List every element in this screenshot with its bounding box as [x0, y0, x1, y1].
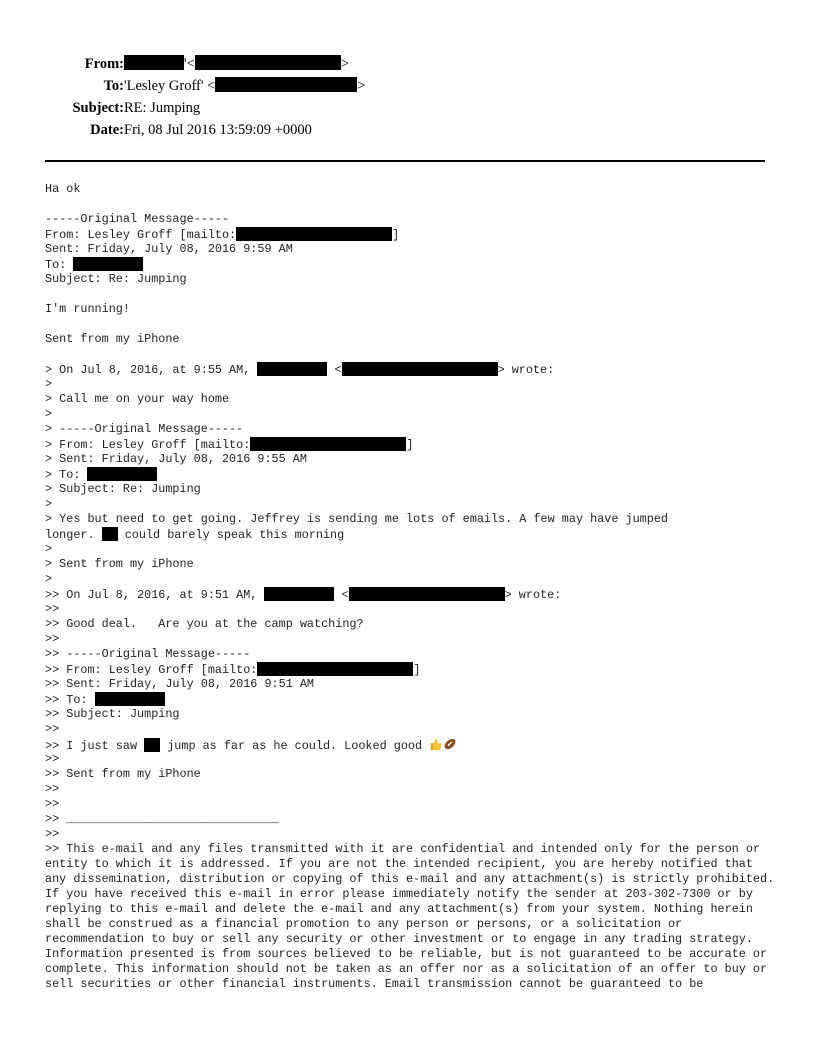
disclaimer-paragraph: >> This e-mail and any files transmitted with it are confidential and intended only for the person or entity to which it is addressed. If you are not the intended recipient, you are hereby notified that any dissemination, distribution or copying of this e-mail and any attachment(s) is strictly prohibited. If you have received this e-mail in error please immediately notify the sender at 203-302-7300 or by replying to this e-mail and delete the e-mail and any attachment(s) from your system. Nothing herein shall be construed as a financial promotion to any person or persons, or a solicitation or recommendation to buy or sell any security or other investment or to engage in any trading strategy. Information presented is from sources believed to be reliable, but is not guaranteed to be accurate or complete. This information should not be taken as an offer nor as a solicitation of an offer to buy or sell securities or other financial instruments. Email transmission cannot be guaranteed to be [45, 842, 775, 991]
body-line [45, 737, 775, 752]
body-line: >> Sent: Friday, July 08, 2016 9:51 AM [45, 677, 315, 691]
body-line [45, 437, 775, 452]
body-line [45, 527, 775, 542]
header-divider [45, 160, 765, 162]
body-line: -----Original Message----- [45, 212, 230, 226]
blank-line [45, 287, 775, 302]
body-line: >> ______________________________ [45, 812, 279, 826]
lt-mark: < [334, 588, 349, 602]
body-line [45, 227, 775, 242]
lt-mark: < [186, 56, 195, 72]
body-line [45, 587, 775, 602]
body-line: Sent from my iPhone [45, 332, 180, 346]
body-line: Subject: Re: Jumping [45, 272, 187, 286]
quote-mark: ' [184, 56, 187, 72]
body-line: > Yes but need to get going. Jeffrey is sending me lots of emails. A few may have jumped [45, 512, 668, 526]
body-line: Sent: Friday, July 08, 2016 9:59 AM [45, 242, 293, 256]
body-line: >> [45, 797, 60, 811]
body-line [45, 692, 775, 707]
from-text: > From: Lesley Groff [mailto: [45, 438, 251, 452]
from-text: From: Lesley Groff [mailto: [45, 228, 237, 242]
redaction-block [215, 77, 357, 92]
wrote-text: > wrote: [504, 588, 562, 602]
body-line: >> [45, 752, 60, 766]
blank-line [45, 347, 775, 362]
redaction-block [144, 738, 160, 752]
to-text: >> To: [45, 693, 95, 707]
gt-mark: > [357, 78, 366, 94]
header-to-row [0, 75, 366, 97]
body-line [45, 362, 775, 377]
header-date-row [0, 119, 312, 141]
to-name: 'Lesley Groff' < [124, 78, 216, 94]
date-label: Date: [90, 122, 124, 138]
body-line: >> [45, 827, 60, 841]
body-line: > [45, 497, 53, 511]
redaction-block [257, 362, 327, 376]
jump-text: jump as far as he could. Looked good [160, 739, 430, 753]
to-value [124, 75, 365, 97]
quote-intro: > On Jul 8, 2016, at 9:55 AM, [45, 363, 258, 377]
body-line: >> [45, 782, 60, 796]
bracket: ] [392, 228, 400, 242]
redaction-block [195, 55, 341, 70]
longer-text: longer. [45, 528, 102, 542]
from-label: From: [84, 56, 124, 72]
redaction-block [264, 587, 334, 601]
redaction-block [250, 437, 406, 451]
body-line: >> [45, 632, 60, 646]
quote-intro: >> On Jul 8, 2016, at 9:51 AM, [45, 588, 265, 602]
bracket: ] [406, 438, 414, 452]
body-line: >> Sent from my iPhone [45, 767, 201, 781]
to-text: To: [45, 258, 74, 272]
body-line: > [45, 572, 53, 586]
body-line: > Call me on your way home [45, 392, 230, 406]
body-line: >> Good deal. Are you at the camp watching? [45, 617, 364, 631]
redaction-block [236, 227, 392, 241]
body-line [45, 257, 775, 272]
body-line: > Sent from my iPhone [45, 557, 194, 571]
saw-text: >> I just saw [45, 739, 145, 753]
redaction-block [342, 362, 498, 376]
header-subject-row [0, 97, 201, 119]
body-line: > Sent: Friday, July 08, 2016 9:55 AM [45, 452, 307, 466]
date-value: Fri, 08 Jul 2016 13:59:09 +0000 [124, 122, 312, 138]
body-line: > [45, 542, 53, 556]
body-line: > Subject: Re: Jumping [45, 482, 201, 496]
body-line [45, 662, 775, 677]
speak-text: could barely speak this morning [117, 528, 345, 542]
from-value [124, 53, 349, 75]
body-line: I'm running! [45, 302, 130, 316]
header-from-row [0, 53, 349, 75]
blank-line [45, 197, 775, 212]
body-line [45, 467, 775, 482]
from-text: >> From: Lesley Groff [mailto: [45, 663, 258, 677]
redaction-block [124, 55, 184, 70]
body-line: >> Subject: Jumping [45, 707, 180, 721]
redaction-block [102, 527, 118, 541]
gt-mark: > [340, 56, 349, 72]
body-line: >> [45, 602, 60, 616]
redaction-block [73, 257, 143, 271]
lt-mark: < [327, 363, 342, 377]
redaction-block [87, 467, 157, 481]
thumbs-up-icon [429, 737, 443, 751]
body-line: > [45, 377, 53, 391]
body-line: >> -----Original Message----- [45, 647, 251, 661]
bracket: ] [413, 663, 421, 677]
body-line: > [45, 407, 53, 421]
message-body [45, 182, 775, 992]
to-label: To: [103, 78, 124, 94]
body-line: > -----Original Message----- [45, 422, 244, 436]
body-line: Ha ok [45, 182, 81, 196]
subject-label: Subject: [72, 100, 124, 116]
redaction-block [95, 692, 165, 706]
football-icon [443, 737, 457, 751]
redaction-block [257, 662, 413, 676]
redaction-block [349, 587, 505, 601]
subject-value: RE: Jumping [124, 100, 201, 116]
wrote-text: > wrote: [497, 363, 555, 377]
body-line: >> [45, 722, 60, 736]
to-text: > To: [45, 468, 88, 482]
blank-line [45, 317, 775, 332]
